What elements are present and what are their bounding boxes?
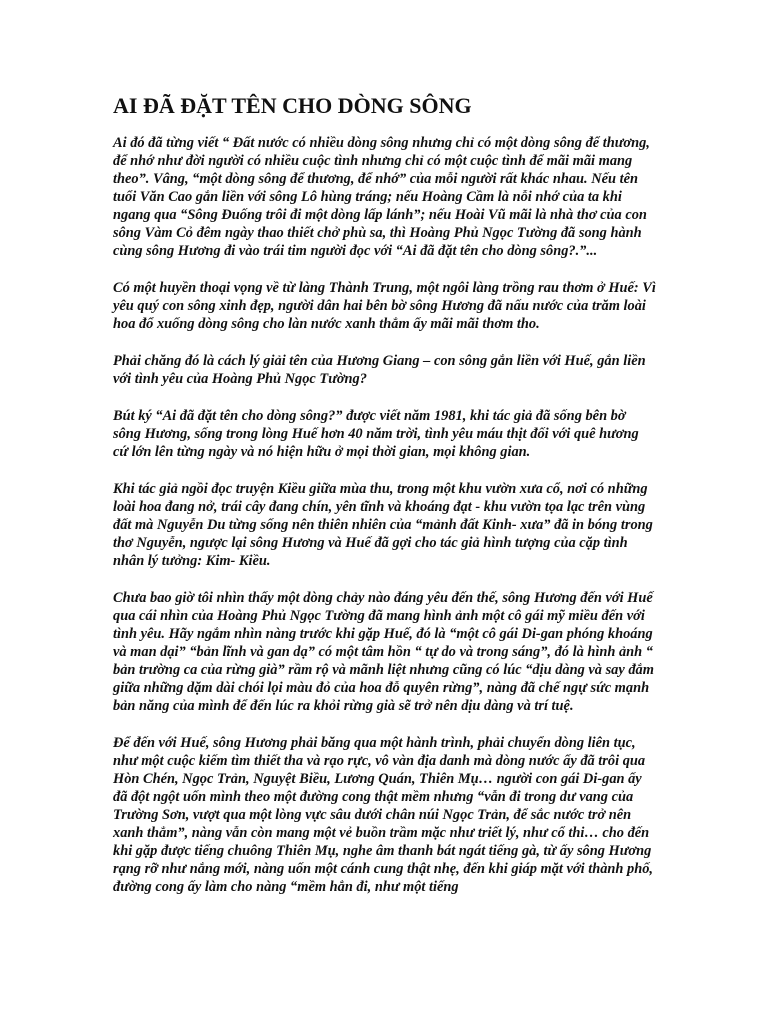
paragraph-1: Ai đó đã từng viết “ Đất nước có nhiều dòng sông nhưng chỉ có một dòng sông để thương, để nhớ như đời người có nhiều cuộc tình nhưng chỉ có một cuộc tình để mãi mãi mang theo”. Vâng, “một dòng sông để thương, để nhớ” của mỗi người rất khác nhau. Nếu tên tuổi Văn Cao gắn liền với sông Lô hùng tráng; nếu Hoàng Cầm là nỗi nhớ của ta khi ngang qua “Sông Đuống trôi đi một dòng lấp lánh”; nếu Hoài Vũ mãi là nhà thơ của con sông Vàm Cỏ đêm ngày thao thiết chở phù sa, thì Hoàng Phủ Ngọc Tường đã song hành cùng sông Hương đi vào trái tim người đọc với “Ai đã đặt tên cho dòng sông?.”... xyxy=(113,135,650,259)
paragraph-6: Chưa bao giờ tôi nhìn thấy một dòng chảy nào đáng yêu đến thế, sông Hương đến với Huế qua cái nhìn của Hoàng Phủ Ngọc Tường đã mang hình ảnh một cô gái mỹ miều đến với tình yêu. Hãy ngắm nhìn nàng trước khi gặp Huế, đó là “một cô gái Di-gan phóng khoáng và man dại” “bản lĩnh và gan dạ” có một tâm hồn “ tự do và trong sáng”, đó là hình ảnh “ bản trường ca của rừng già” rầm rộ và mãnh liệt nhưng cũng có lúc “dịu dàng và say đắm giữa những dặm dài chói lọi màu đỏ của hoa đỗ quyên rừng”, nàng đã chế ngự sức mạnh bản năng của mình để đến lúc ra khỏi rừng già sẽ trở nên dịu dàng và trí tuệ. xyxy=(113,590,654,714)
document-title: AI ĐÃ ĐẶT TÊN CHO DÒNG SÔNG xyxy=(113,93,472,118)
paragraph-5: Khi tác giả ngồi đọc truyện Kiều giữa mùa thu, trong một khu vườn xưa cổ, nơi có những loài hoa đang nở, trái cây đang chín, yên tĩnh và khoáng đạt - khu vườn tọa lạc trên vùng đất mà Nguyễn Du từng sống nên thiên nhiên của “mảnh đất Kinh- xưa” đã in bóng trong thơ Nguyễn, ngược lại sông Hương và Huế đã gợi cho tác giả hình tượng của cặp tình nhân lý tưởng: Kim- Kiều. xyxy=(113,481,653,569)
paragraph-3: Phải chăng đó là cách lý giải tên của Hương Giang – con sông gắn liền với Huế, gắn liền với tình yêu của Hoàng Phủ Ngọc Tường? xyxy=(113,353,646,387)
paragraph-2: Có một huyền thoại vọng về từ làng Thành Trung, một ngôi làng trồng rau thơm ở Huế: Vì yêu quý con sông xinh đẹp, người dân hai bên bờ sông Hương đã nấu nước của trăm loài hoa đổ xuống dòng sông cho làn nước xanh thẳm ấy mãi mãi thơm tho. xyxy=(113,280,656,332)
document-page xyxy=(113,92,656,915)
paragraph-7: Để đến với Huế, sông Hương phải băng qua một hành trình, phải chuyển dòng liên tục, như một cuộc kiếm tìm thiết tha và rạo rực, vô vàn địa danh mà dòng nước ấy đã trôi qua Hòn Chén, Ngọc Trản, Nguyệt Biều, Lương Quán, Thiên Mụ… người con gái Di-gan ấy đã đột ngột uốn mình theo một đường cong thật mềm nhưng “vẫn đi trong dư vang của Trường Sơn, vượt qua một lòng vực sâu dưới chân núi Ngọc Trản, để sắc nước trở nên xanh thẳm”, nàng vẫn còn mang một vẻ buồn trầm mặc như triết lý, như cổ thi… cho đến khi gặp được tiếng chuông Thiên Mụ, nghe âm thanh bát ngát tiếng gà, từ ấy sông Hương rạng rỡ như nắng mới, nàng uốn một cánh cung thật nhẹ, đến khi giáp mặt với thành phố, đường cong ấy làm cho nàng “mềm hẳn đi, như một tiếng xyxy=(113,735,654,895)
paragraph-4: Bút ký “Ai đã đặt tên cho dòng sông?” được viết năm 1981, khi tác giả đã sống bên bờ sông Hương, sống trong lòng Huế hơn 40 năm trời, tình yêu máu thịt đối với quê hương cứ lớn lên từng ngày và nó hiện hữu ở mọi thời gian, mọi không gian. xyxy=(113,408,639,460)
